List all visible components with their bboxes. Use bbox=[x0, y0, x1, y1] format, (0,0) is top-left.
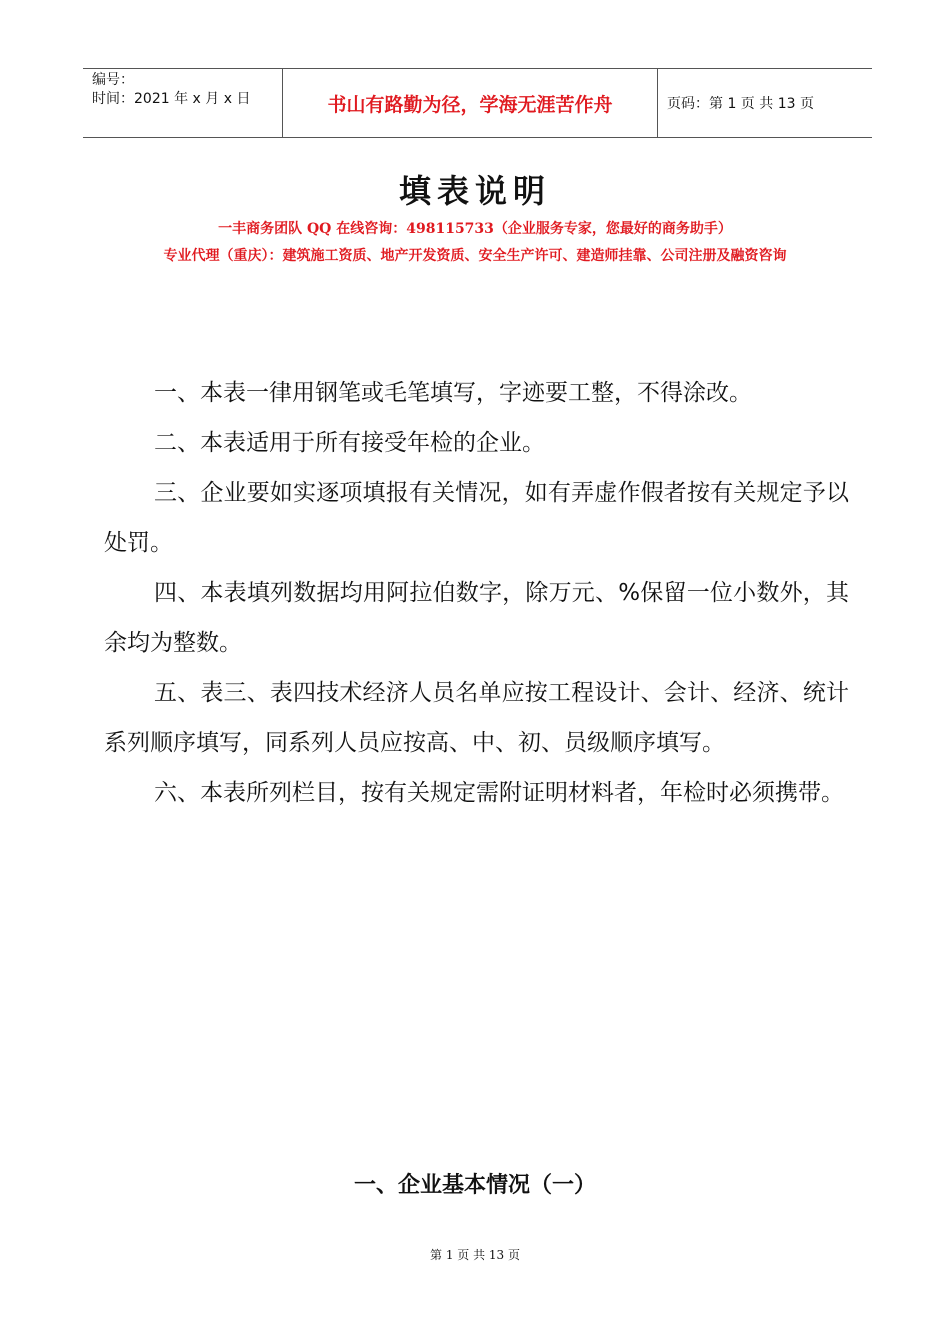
instructions-body bbox=[104, 368, 849, 818]
number-label: 编号： bbox=[92, 72, 134, 88]
section-heading: 一、企业基本情况（一） bbox=[353, 1172, 596, 1198]
ad-line-1: 一丰商务团队 QQ 在线咨询：498115733（企业服务专家，您最好的商务助手） bbox=[218, 221, 732, 237]
page-header bbox=[83, 68, 872, 138]
instruction-item: 三、企业要如实逐项填报有关情况，如有弄虚作假者按有关规定予以处罚。 bbox=[104, 480, 849, 556]
page-title: 填表说明 bbox=[398, 172, 551, 210]
ad-line-2: 专业代理（重庆）：建筑施工资质、地产开发资质、安全生产许可、建造师挂靠、公司注册及融资咨询 bbox=[163, 248, 787, 264]
instruction-item: 二、本表适用于所有接受年检的企业。 bbox=[154, 430, 545, 456]
instruction-item: 四、本表填列数据均用阿拉伯数字，除万元、%保留一位小数外，其余均为整数。 bbox=[104, 580, 849, 656]
header-page-info: 页码：第 1 页 共 13 页 bbox=[667, 96, 814, 112]
instruction-item: 五、表三、表四技术经济人员名单应按工程设计、会计、经济、统计系列顺序填写，同系列人员应按高、中、初、员级顺序填写。 bbox=[104, 680, 849, 756]
header-motto: 书山有路勤为径，学海无涯苦作舟 bbox=[283, 69, 658, 137]
instruction-item: 六、本表所列栏目，按有关规定需附证明材料者，年检时必须携带。 bbox=[154, 780, 844, 806]
header-meta bbox=[83, 69, 283, 137]
time-label: 时间：2021 年 x 月 x 日 bbox=[92, 91, 251, 107]
instruction-item: 一、本表一律用钢笔或毛笔填写，字迹要工整，不得涂改。 bbox=[154, 380, 752, 406]
page-footer: 第 1 页 共 13 页 bbox=[430, 1248, 520, 1262]
